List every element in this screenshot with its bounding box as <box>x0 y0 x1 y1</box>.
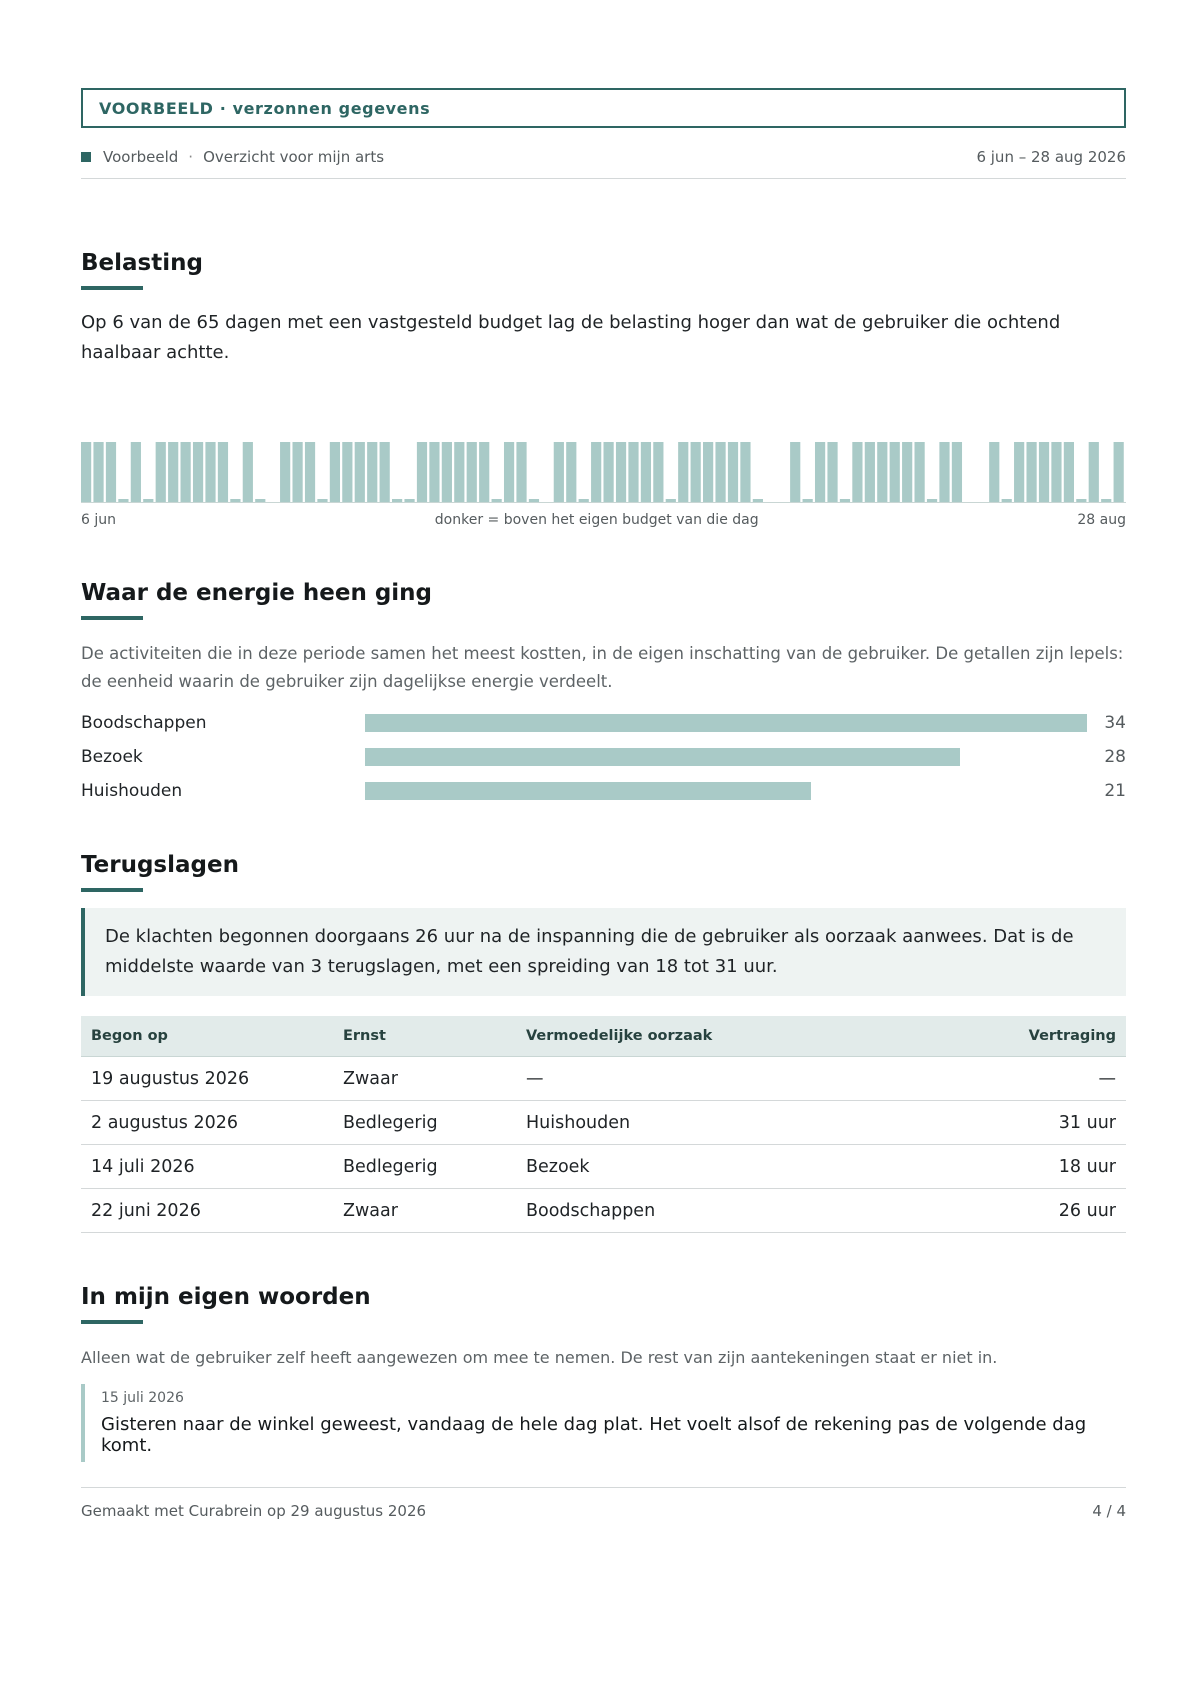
column-header: Begon op <box>81 1016 333 1057</box>
section-title: In mijn eigen woorden <box>81 1284 371 1310</box>
load-bar <box>367 442 377 502</box>
load-bar <box>902 442 912 502</box>
load-bar <box>1002 499 1012 502</box>
load-bar <box>193 442 203 502</box>
summary-callout: De klachten begonnen doorgaans 26 uur na de inspanning die de gebruiker als oorzaak aanwees. Dat is de middelste waarde van 3 terugslagen, met een spreiding van 18 tot 31 uur. <box>81 908 1126 996</box>
energy-label: Boodschappen <box>81 713 207 733</box>
section-title: Belasting <box>81 250 203 276</box>
page-number: 4 / 4 <box>1092 1502 1126 1520</box>
load-bar <box>392 499 402 502</box>
load-bar <box>106 442 116 502</box>
load-bar <box>666 499 676 502</box>
user-quote <box>81 1384 1126 1462</box>
load-bar <box>280 442 290 502</box>
load-bar <box>205 442 215 502</box>
load-bar <box>653 442 663 502</box>
quote-text: Gisteren naar de winkel geweest, vandaag de hele dag plat. Het voelt alsof de rekening pas de volgende dag komt. <box>101 1414 1087 1456</box>
table-cell: Boodschappen <box>516 1189 917 1233</box>
load-bar <box>753 499 763 502</box>
section-text: Op 6 van de 65 dagen met een vastgesteld budget lag de belasting hoger dan wat de gebruiker die ochtend haalbaar achtte. <box>81 312 1061 363</box>
load-bar <box>591 442 601 502</box>
load-bar <box>305 442 315 502</box>
load-bar <box>81 442 91 502</box>
table-row <box>81 1145 1126 1189</box>
energy-value: 34 <box>1104 713 1126 733</box>
load-bar <box>404 499 414 502</box>
section-text: De activiteiten die in deze periode samen het meest kostten, in de eigen inschatting van de gebruiker. De getallen zijn lepels: de eenheid waarin de gebruiker zijn dagelijkse energie verdeelt. <box>81 644 1124 691</box>
report-page <box>81 88 1126 1456</box>
load-bar <box>1014 442 1024 502</box>
table-header-row <box>81 1016 1126 1057</box>
table-row <box>81 1057 1126 1101</box>
meta-separator: · <box>188 148 194 166</box>
section-energie <box>81 580 1126 808</box>
load-bar <box>1051 442 1061 502</box>
load-bar <box>1089 442 1099 502</box>
load-bar <box>454 442 464 502</box>
load-bar <box>255 499 265 502</box>
table-cell: 22 juni 2026 <box>81 1189 333 1233</box>
sample-data-banner: VOORBEELD · verzonnen gegevens <box>81 88 1126 128</box>
load-chart <box>81 440 1126 528</box>
table-cell: 2 augustus 2026 <box>81 1101 333 1145</box>
energy-bar <box>365 748 960 766</box>
title-underline <box>81 1320 143 1324</box>
square-icon <box>81 152 91 162</box>
load-bar <box>790 442 800 502</box>
load-bar <box>952 442 962 502</box>
section-title: Waar de energie heen ging <box>81 580 433 606</box>
column-header: Ernst <box>333 1016 516 1057</box>
title-underline <box>81 286 143 290</box>
setbacks-table <box>81 1016 1126 1233</box>
load-bar <box>852 442 862 502</box>
load-bar <box>380 442 390 502</box>
table-cell: 14 juli 2026 <box>81 1145 333 1189</box>
quote-date: 15 juli 2026 <box>101 1390 184 1406</box>
load-bar <box>467 442 477 502</box>
load-bar <box>181 442 191 502</box>
load-bar <box>566 442 576 502</box>
title-underline <box>81 888 143 892</box>
load-bar <box>840 499 850 502</box>
load-bar <box>292 442 302 502</box>
axis-end-label: 28 aug <box>1077 512 1126 528</box>
load-bar <box>143 499 153 502</box>
load-chart-svg <box>81 440 1126 504</box>
load-bar <box>604 442 614 502</box>
load-bar <box>877 442 887 502</box>
load-bar <box>417 442 427 502</box>
energy-row <box>81 774 1126 808</box>
section-eigen-woorden <box>81 1284 1126 1462</box>
load-bar <box>939 442 949 502</box>
load-bar <box>927 499 937 502</box>
load-bar <box>131 442 141 502</box>
load-bar <box>890 442 900 502</box>
load-bar <box>429 442 439 502</box>
load-bar <box>342 442 352 502</box>
section-text: Alleen wat de gebruiker zelf heeft aangewezen om mee te nemen. De rest van zijn aantekeningen staat er niet in. <box>81 1348 998 1367</box>
load-bar <box>1039 442 1049 502</box>
load-bar <box>492 499 502 502</box>
load-bar <box>691 442 701 502</box>
energy-value: 28 <box>1104 747 1126 767</box>
load-bar <box>915 442 925 502</box>
table-cell: Zwaar <box>333 1189 516 1233</box>
load-bar <box>803 499 813 502</box>
table-cell: 19 augustus 2026 <box>81 1057 333 1101</box>
load-bar <box>865 442 875 502</box>
load-bar <box>554 442 564 502</box>
table-cell: Bezoek <box>516 1145 917 1189</box>
load-bar <box>355 442 365 502</box>
table-row <box>81 1101 1126 1145</box>
footer-credit: Gemaakt met Curabrein op 29 augustus 2026 <box>81 1502 427 1520</box>
energy-bar <box>365 714 1087 732</box>
energy-row <box>81 740 1126 774</box>
axis-start-label: 6 jun <box>81 512 116 528</box>
table-cell: 26 uur <box>917 1189 1126 1233</box>
load-bar <box>628 442 638 502</box>
energy-bar <box>365 782 811 800</box>
load-bar <box>678 442 688 502</box>
date-range: 6 jun – 28 aug 2026 <box>976 148 1126 166</box>
column-header: Vermoedelijke oorzaak <box>516 1016 917 1057</box>
load-bar <box>118 499 128 502</box>
load-bar <box>815 442 825 502</box>
load-bar <box>230 499 240 502</box>
load-bar <box>317 499 327 502</box>
load-bar <box>479 442 489 502</box>
load-bar <box>989 442 999 502</box>
load-bar <box>579 499 589 502</box>
table-cell: 31 uur <box>917 1101 1126 1145</box>
table-cell: Bedlegerig <box>333 1101 516 1145</box>
section-terugslagen <box>81 852 1126 1233</box>
table-cell: 18 uur <box>917 1145 1126 1189</box>
table-cell: Huishouden <box>516 1101 917 1145</box>
load-bar <box>827 442 837 502</box>
section-title: Terugslagen <box>81 852 239 878</box>
table-cell: Zwaar <box>333 1057 516 1101</box>
load-bar <box>243 442 253 502</box>
load-bar <box>1076 499 1086 502</box>
table-row <box>81 1189 1126 1233</box>
load-bar <box>516 442 526 502</box>
load-bar <box>1064 442 1074 502</box>
load-bar <box>93 442 103 502</box>
energy-value: 21 <box>1104 781 1126 801</box>
load-bar <box>156 442 166 502</box>
load-bar <box>529 499 539 502</box>
table-cell: — <box>516 1057 917 1101</box>
load-bar <box>504 442 514 502</box>
load-bar <box>1114 442 1124 502</box>
load-bar <box>1026 442 1036 502</box>
load-bar <box>715 442 725 502</box>
title-underline <box>81 616 143 620</box>
chart-legend-note: donker = boven het eigen budget van die dag <box>434 512 759 528</box>
load-bar <box>616 442 626 502</box>
load-bar <box>218 442 228 502</box>
meta-subtitle: Overzicht voor mijn arts <box>203 148 385 166</box>
load-bar <box>442 442 452 502</box>
energy-row <box>81 706 1126 740</box>
load-bar <box>168 442 178 502</box>
table-cell: Bedlegerig <box>333 1145 516 1189</box>
load-bar <box>641 442 651 502</box>
load-bar <box>728 442 738 502</box>
section-belasting <box>81 250 1126 368</box>
load-bar <box>703 442 713 502</box>
energy-label: Huishouden <box>81 781 183 801</box>
page-footer <box>81 1487 1126 1520</box>
load-bar <box>740 442 750 502</box>
column-header: Vertraging <box>917 1016 1126 1057</box>
meta-label: Voorbeeld <box>103 148 179 166</box>
load-bar <box>1101 499 1111 502</box>
energy-label: Bezoek <box>81 747 143 767</box>
table-cell: — <box>917 1057 1126 1101</box>
load-bar <box>330 442 340 502</box>
report-meta <box>81 148 1126 179</box>
